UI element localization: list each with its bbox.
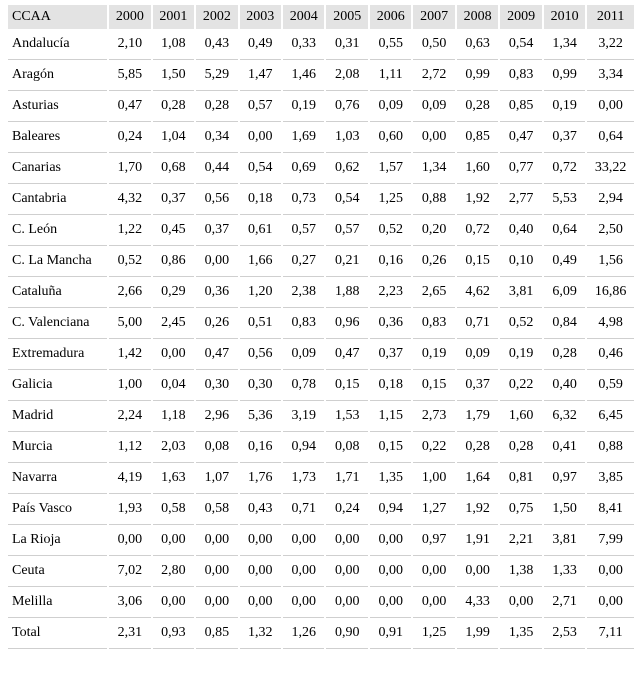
value-cell: 0,00	[370, 556, 411, 587]
column-header-year: 2006	[370, 5, 411, 29]
value-cell: 3,34	[587, 60, 634, 91]
value-cell: 6,09	[544, 277, 585, 308]
value-cell: 5,00	[109, 308, 150, 339]
column-header-year: 2003	[240, 5, 281, 29]
table-row	[8, 122, 634, 153]
value-cell: 1,92	[457, 494, 498, 525]
value-cell: 0,71	[457, 308, 498, 339]
column-header-year: 2010	[544, 5, 585, 29]
region-cell: Canarias	[8, 153, 107, 184]
value-cell: 2,38	[283, 277, 324, 308]
value-cell: 0,09	[457, 339, 498, 370]
value-cell: 4,62	[457, 277, 498, 308]
value-cell: 0,27	[283, 246, 324, 277]
value-cell: 0,22	[413, 432, 454, 463]
region-cell: Asturias	[8, 91, 107, 122]
value-cell: 0,55	[370, 29, 411, 60]
value-cell: 0,85	[196, 618, 237, 649]
value-cell: 1,50	[544, 494, 585, 525]
value-cell: 0,68	[153, 153, 194, 184]
value-cell: 2,77	[500, 184, 541, 215]
value-cell: 0,49	[544, 246, 585, 277]
value-cell: 0,28	[544, 339, 585, 370]
value-cell: 0,44	[196, 153, 237, 184]
region-cell: Ceuta	[8, 556, 107, 587]
value-cell: 0,37	[544, 122, 585, 153]
region-cell: País Vasco	[8, 494, 107, 525]
value-cell: 0,00	[413, 556, 454, 587]
table-row	[8, 277, 634, 308]
value-cell: 1,79	[457, 401, 498, 432]
value-cell: 1,91	[457, 525, 498, 556]
value-cell: 0,54	[240, 153, 281, 184]
value-cell: 0,43	[240, 494, 281, 525]
value-cell: 0,63	[457, 29, 498, 60]
value-cell: 0,77	[500, 153, 541, 184]
value-cell: 1,35	[370, 463, 411, 494]
value-cell: 0,00	[413, 122, 454, 153]
value-cell: 2,65	[413, 277, 454, 308]
value-cell: 0,24	[109, 122, 150, 153]
value-cell: 0,47	[196, 339, 237, 370]
value-cell: 1,63	[153, 463, 194, 494]
value-cell: 8,41	[587, 494, 634, 525]
value-cell: 5,36	[240, 401, 281, 432]
value-cell: 0,78	[283, 370, 324, 401]
value-cell: 2,24	[109, 401, 150, 432]
region-cell: Cantabria	[8, 184, 107, 215]
value-cell: 1,76	[240, 463, 281, 494]
value-cell: 0,00	[500, 587, 541, 618]
value-cell: 0,64	[587, 122, 634, 153]
value-cell: 0,83	[283, 308, 324, 339]
value-cell: 1,00	[413, 463, 454, 494]
value-cell: 0,00	[326, 525, 367, 556]
value-cell: 0,47	[326, 339, 367, 370]
table-row	[8, 308, 634, 339]
value-cell: 0,61	[240, 215, 281, 246]
value-cell: 2,31	[109, 618, 150, 649]
value-cell: 1,15	[370, 401, 411, 432]
table-row	[8, 184, 634, 215]
value-cell: 0,59	[587, 370, 634, 401]
data-table	[6, 5, 636, 649]
value-cell: 1,38	[500, 556, 541, 587]
value-cell: 0,24	[326, 494, 367, 525]
value-cell: 0,00	[587, 587, 634, 618]
value-cell: 1,46	[283, 60, 324, 91]
value-cell: 0,00	[240, 525, 281, 556]
value-cell: 1,27	[413, 494, 454, 525]
table-row	[8, 525, 634, 556]
region-cell: Andalucía	[8, 29, 107, 60]
value-cell: 0,00	[370, 587, 411, 618]
value-cell: 0,28	[500, 432, 541, 463]
value-cell: 0,08	[196, 432, 237, 463]
value-cell: 0,96	[326, 308, 367, 339]
column-header-year: 2002	[196, 5, 237, 29]
value-cell: 4,33	[457, 587, 498, 618]
value-cell: 1,60	[500, 401, 541, 432]
value-cell: 0,00	[283, 587, 324, 618]
value-cell: 1,93	[109, 494, 150, 525]
column-header-year: 2004	[283, 5, 324, 29]
value-cell: 0,34	[196, 122, 237, 153]
value-cell: 0,58	[153, 494, 194, 525]
value-cell: 0,83	[413, 308, 454, 339]
value-cell: 1,20	[240, 277, 281, 308]
value-cell: 0,15	[370, 432, 411, 463]
value-cell: 1,34	[544, 29, 585, 60]
value-cell: 0,28	[153, 91, 194, 122]
value-cell: 0,09	[370, 91, 411, 122]
region-cell: Murcia	[8, 432, 107, 463]
value-cell: 0,19	[544, 91, 585, 122]
value-cell: 3,85	[587, 463, 634, 494]
value-cell: 1,99	[457, 618, 498, 649]
region-cell: Aragón	[8, 60, 107, 91]
value-cell: 1,57	[370, 153, 411, 184]
value-cell: 2,10	[109, 29, 150, 60]
value-cell: 0,50	[413, 29, 454, 60]
table-row	[8, 215, 634, 246]
value-cell: 1,12	[109, 432, 150, 463]
region-cell: C. Valenciana	[8, 308, 107, 339]
value-cell: 1,26	[283, 618, 324, 649]
value-cell: 0,91	[370, 618, 411, 649]
value-cell: 33,22	[587, 153, 634, 184]
value-cell: 0,43	[196, 29, 237, 60]
table-row	[8, 29, 634, 60]
region-cell: Baleares	[8, 122, 107, 153]
value-cell: 0,28	[457, 91, 498, 122]
value-cell: 0,37	[370, 339, 411, 370]
value-cell: 1,69	[283, 122, 324, 153]
value-cell: 6,32	[544, 401, 585, 432]
value-cell: 0,00	[413, 587, 454, 618]
value-cell: 0,00	[109, 525, 150, 556]
value-cell: 0,31	[326, 29, 367, 60]
value-cell: 2,08	[326, 60, 367, 91]
header-row	[8, 5, 634, 29]
value-cell: 0,16	[240, 432, 281, 463]
value-cell: 0,94	[283, 432, 324, 463]
value-cell: 1,08	[153, 29, 194, 60]
value-cell: 0,52	[500, 308, 541, 339]
value-cell: 0,09	[413, 91, 454, 122]
value-cell: 0,49	[240, 29, 281, 60]
value-cell: 0,37	[153, 184, 194, 215]
value-cell: 1,07	[196, 463, 237, 494]
value-cell: 0,62	[326, 153, 367, 184]
region-cell: Navarra	[8, 463, 107, 494]
table-row	[8, 587, 634, 618]
value-cell: 1,42	[109, 339, 150, 370]
value-cell: 2,23	[370, 277, 411, 308]
region-cell: Madrid	[8, 401, 107, 432]
value-cell: 0,93	[153, 618, 194, 649]
value-cell: 5,29	[196, 60, 237, 91]
value-cell: 0,73	[283, 184, 324, 215]
table-row	[8, 556, 634, 587]
value-cell: 4,98	[587, 308, 634, 339]
value-cell: 1,64	[457, 463, 498, 494]
value-cell: 0,72	[457, 215, 498, 246]
value-cell: 2,45	[153, 308, 194, 339]
value-cell: 2,50	[587, 215, 634, 246]
value-cell: 0,19	[283, 91, 324, 122]
value-cell: 1,88	[326, 277, 367, 308]
value-cell: 2,66	[109, 277, 150, 308]
value-cell: 0,47	[109, 91, 150, 122]
value-cell: 0,00	[196, 246, 237, 277]
value-cell: 2,03	[153, 432, 194, 463]
value-cell: 1,60	[457, 153, 498, 184]
value-cell: 0,40	[500, 215, 541, 246]
value-cell: 3,81	[500, 277, 541, 308]
value-cell: 0,21	[326, 246, 367, 277]
value-cell: 0,94	[370, 494, 411, 525]
value-cell: 0,00	[457, 556, 498, 587]
value-cell: 0,37	[196, 215, 237, 246]
table-row	[8, 246, 634, 277]
value-cell: 1,33	[544, 556, 585, 587]
value-cell: 0,56	[240, 339, 281, 370]
value-cell: 0,45	[153, 215, 194, 246]
column-header-year: 2011	[587, 5, 634, 29]
value-cell: 0,64	[544, 215, 585, 246]
value-cell: 0,46	[587, 339, 634, 370]
value-cell: 3,22	[587, 29, 634, 60]
value-cell: 0,36	[370, 308, 411, 339]
region-cell: Cataluña	[8, 277, 107, 308]
value-cell: 0,09	[283, 339, 324, 370]
value-cell: 2,80	[153, 556, 194, 587]
value-cell: 0,15	[326, 370, 367, 401]
value-cell: 0,69	[283, 153, 324, 184]
value-cell: 0,90	[326, 618, 367, 649]
value-cell: 0,56	[196, 184, 237, 215]
value-cell: 0,04	[153, 370, 194, 401]
table-row	[8, 494, 634, 525]
column-header-year: 2001	[153, 5, 194, 29]
value-cell: 3,06	[109, 587, 150, 618]
value-cell: 7,99	[587, 525, 634, 556]
value-cell: 2,53	[544, 618, 585, 649]
table-row	[8, 432, 634, 463]
value-cell: 1,25	[413, 618, 454, 649]
value-cell: 0,00	[283, 556, 324, 587]
value-cell: 0,00	[240, 587, 281, 618]
value-cell: 0,72	[544, 153, 585, 184]
value-cell: 0,76	[326, 91, 367, 122]
column-header-year: 2007	[413, 5, 454, 29]
value-cell: 0,71	[283, 494, 324, 525]
table-row	[8, 91, 634, 122]
value-cell: 0,54	[500, 29, 541, 60]
value-cell: 0,19	[413, 339, 454, 370]
value-cell: 1,71	[326, 463, 367, 494]
value-cell: 1,35	[500, 618, 541, 649]
value-cell: 0,00	[240, 122, 281, 153]
region-cell: C. León	[8, 215, 107, 246]
value-cell: 0,26	[196, 308, 237, 339]
value-cell: 0,00	[153, 587, 194, 618]
value-cell: 3,81	[544, 525, 585, 556]
value-cell: 0,85	[457, 122, 498, 153]
value-cell: 0,52	[370, 215, 411, 246]
value-cell: 0,28	[457, 432, 498, 463]
value-cell: 2,94	[587, 184, 634, 215]
column-header-year: 2008	[457, 5, 498, 29]
table-row	[8, 153, 634, 184]
value-cell: 2,72	[413, 60, 454, 91]
value-cell: 0,18	[370, 370, 411, 401]
value-cell: 0,16	[370, 246, 411, 277]
value-cell: 0,18	[240, 184, 281, 215]
region-cell: Melilla	[8, 587, 107, 618]
value-cell: 0,00	[196, 525, 237, 556]
value-cell: 1,25	[370, 184, 411, 215]
value-cell: 0,00	[326, 556, 367, 587]
value-cell: 0,85	[500, 91, 541, 122]
table-row	[8, 370, 634, 401]
value-cell: 0,00	[196, 587, 237, 618]
value-cell: 0,33	[283, 29, 324, 60]
value-cell: 0,81	[500, 463, 541, 494]
value-cell: 0,00	[153, 339, 194, 370]
value-cell: 0,99	[544, 60, 585, 91]
value-cell: 0,75	[500, 494, 541, 525]
value-cell: 0,30	[196, 370, 237, 401]
value-cell: 3,19	[283, 401, 324, 432]
value-cell: 0,58	[196, 494, 237, 525]
value-cell: 1,47	[240, 60, 281, 91]
region-cell: Galicia	[8, 370, 107, 401]
value-cell: 0,57	[283, 215, 324, 246]
value-cell: 7,02	[109, 556, 150, 587]
value-cell: 0,10	[500, 246, 541, 277]
value-cell: 0,26	[413, 246, 454, 277]
value-cell: 1,50	[153, 60, 194, 91]
value-cell: 0,08	[326, 432, 367, 463]
value-cell: 0,97	[544, 463, 585, 494]
region-cell: Total	[8, 618, 107, 649]
value-cell: 1,00	[109, 370, 150, 401]
value-cell: 1,70	[109, 153, 150, 184]
value-cell: 0,19	[500, 339, 541, 370]
value-cell: 0,00	[326, 587, 367, 618]
table-row	[8, 60, 634, 91]
value-cell: 0,86	[153, 246, 194, 277]
value-cell: 1,11	[370, 60, 411, 91]
value-cell: 0,57	[326, 215, 367, 246]
value-cell: 1,34	[413, 153, 454, 184]
value-cell: 0,52	[109, 246, 150, 277]
value-cell: 0,54	[326, 184, 367, 215]
value-cell: 0,28	[196, 91, 237, 122]
value-cell: 0,83	[500, 60, 541, 91]
value-cell: 0,22	[500, 370, 541, 401]
value-cell: 0,37	[457, 370, 498, 401]
value-cell: 0,88	[587, 432, 634, 463]
value-cell: 0,88	[413, 184, 454, 215]
region-cell: La Rioja	[8, 525, 107, 556]
value-cell: 1,22	[109, 215, 150, 246]
value-cell: 1,03	[326, 122, 367, 153]
table-row	[8, 618, 634, 649]
value-cell: 0,36	[196, 277, 237, 308]
value-cell: 0,15	[457, 246, 498, 277]
value-cell: 6,45	[587, 401, 634, 432]
value-cell: 1,66	[240, 246, 281, 277]
value-cell: 0,84	[544, 308, 585, 339]
value-cell: 4,19	[109, 463, 150, 494]
table-body	[8, 29, 634, 649]
value-cell: 16,86	[587, 277, 634, 308]
region-cell: Extremadura	[8, 339, 107, 370]
value-cell: 1,92	[457, 184, 498, 215]
value-cell: 2,71	[544, 587, 585, 618]
column-header-year: 2000	[109, 5, 150, 29]
table-row	[8, 401, 634, 432]
value-cell: 1,73	[283, 463, 324, 494]
value-cell: 0,41	[544, 432, 585, 463]
value-cell: 1,53	[326, 401, 367, 432]
value-cell: 0,00	[587, 556, 634, 587]
value-cell: 0,47	[500, 122, 541, 153]
value-cell: 7,11	[587, 618, 634, 649]
value-cell: 0,00	[153, 525, 194, 556]
value-cell: 1,32	[240, 618, 281, 649]
value-cell: 0,20	[413, 215, 454, 246]
value-cell: 2,73	[413, 401, 454, 432]
column-header-year: 2009	[500, 5, 541, 29]
value-cell: 0,00	[240, 556, 281, 587]
value-cell: 0,30	[240, 370, 281, 401]
value-cell: 4,32	[109, 184, 150, 215]
value-cell: 0,00	[370, 525, 411, 556]
value-cell: 0,51	[240, 308, 281, 339]
value-cell: 0,00	[283, 525, 324, 556]
value-cell: 0,40	[544, 370, 585, 401]
column-header-year: 2005	[326, 5, 367, 29]
value-cell: 0,60	[370, 122, 411, 153]
value-cell: 0,00	[587, 91, 634, 122]
value-cell: 0,15	[413, 370, 454, 401]
column-header-region: CCAA	[8, 5, 107, 29]
table-row	[8, 339, 634, 370]
value-cell: 2,21	[500, 525, 541, 556]
region-cell: C. La Mancha	[8, 246, 107, 277]
value-cell: 0,99	[457, 60, 498, 91]
value-cell: 0,00	[196, 556, 237, 587]
value-cell: 1,04	[153, 122, 194, 153]
table-row	[8, 463, 634, 494]
value-cell: 5,53	[544, 184, 585, 215]
value-cell: 1,56	[587, 246, 634, 277]
value-cell: 0,97	[413, 525, 454, 556]
table-header	[8, 5, 634, 29]
value-cell: 0,29	[153, 277, 194, 308]
value-cell: 0,57	[240, 91, 281, 122]
value-cell: 5,85	[109, 60, 150, 91]
value-cell: 2,96	[196, 401, 237, 432]
value-cell: 1,18	[153, 401, 194, 432]
